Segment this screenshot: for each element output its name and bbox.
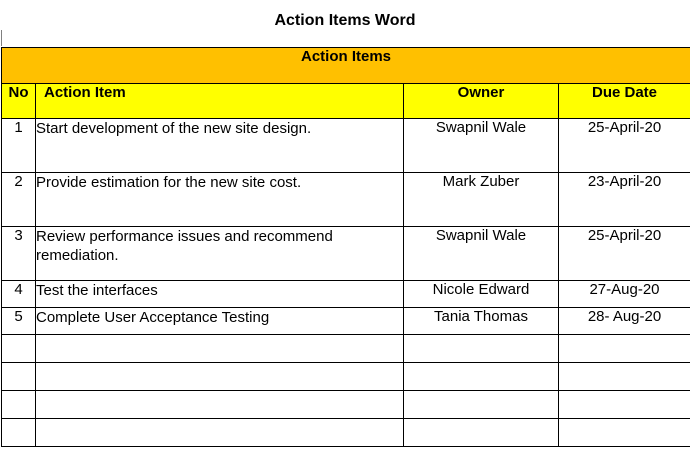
empty-cell[interactable] <box>36 335 404 363</box>
empty-cell[interactable] <box>404 391 559 419</box>
empty-cell[interactable] <box>559 419 690 447</box>
row-action-item[interactable]: Start development of the new site design. <box>36 119 404 173</box>
table-banner: Action Items <box>2 48 690 84</box>
empty-cell[interactable] <box>404 419 559 447</box>
row-action-item[interactable]: Complete User Acceptance Testing <box>36 308 404 335</box>
table-row <box>2 173 690 227</box>
empty-cell[interactable] <box>404 363 559 391</box>
table-row <box>2 119 690 173</box>
empty-table-row <box>2 335 690 363</box>
row-number[interactable]: 3 <box>2 227 36 281</box>
row-action-item[interactable]: Provide estimation for the new site cost. <box>36 173 404 227</box>
empty-table-row <box>2 391 690 419</box>
empty-cell[interactable] <box>2 419 36 447</box>
empty-cell[interactable] <box>404 335 559 363</box>
table-row <box>2 308 690 335</box>
row-due-date[interactable]: 23-April-20 <box>559 173 690 227</box>
row-action-item[interactable]: Test the interfaces <box>36 281 404 308</box>
row-number[interactable]: 2 <box>2 173 36 227</box>
margin-marker <box>1 30 2 46</box>
row-owner[interactable]: Tania Thomas <box>404 308 559 335</box>
action-items-table <box>1 47 690 447</box>
header-owner: Owner <box>404 84 559 119</box>
empty-cell[interactable] <box>2 335 36 363</box>
row-action-item[interactable]: Review performance issues and recommend remediation. <box>36 227 404 281</box>
empty-cell[interactable] <box>2 391 36 419</box>
empty-cell[interactable] <box>559 335 690 363</box>
row-owner[interactable]: Mark Zuber <box>404 173 559 227</box>
table-header-row <box>2 84 690 119</box>
empty-cell[interactable] <box>36 363 404 391</box>
header-action-item: Action Item <box>36 84 404 119</box>
empty-cell[interactable] <box>559 363 690 391</box>
empty-table-row <box>2 363 690 391</box>
row-owner[interactable]: Swapnil Wale <box>404 119 559 173</box>
row-due-date[interactable]: 27-Aug-20 <box>559 281 690 308</box>
row-due-date[interactable]: 28- Aug-20 <box>559 308 690 335</box>
table-row <box>2 281 690 308</box>
row-due-date[interactable]: 25-April-20 <box>559 227 690 281</box>
table-banner-row <box>2 48 690 84</box>
row-owner[interactable]: Swapnil Wale <box>404 227 559 281</box>
empty-cell[interactable] <box>2 363 36 391</box>
empty-cell[interactable] <box>559 391 690 419</box>
empty-cell[interactable] <box>36 419 404 447</box>
table-row <box>2 227 690 281</box>
empty-table-row <box>2 419 690 447</box>
header-no: No <box>2 84 36 119</box>
row-number[interactable]: 4 <box>2 281 36 308</box>
empty-cell[interactable] <box>36 391 404 419</box>
header-due-date: Due Date <box>559 84 690 119</box>
row-number[interactable]: 5 <box>2 308 36 335</box>
row-due-date[interactable]: 25-April-20 <box>559 119 690 173</box>
row-number[interactable]: 1 <box>2 119 36 173</box>
row-owner[interactable]: Nicole Edward <box>404 281 559 308</box>
document-title: Action Items Word <box>274 12 416 29</box>
